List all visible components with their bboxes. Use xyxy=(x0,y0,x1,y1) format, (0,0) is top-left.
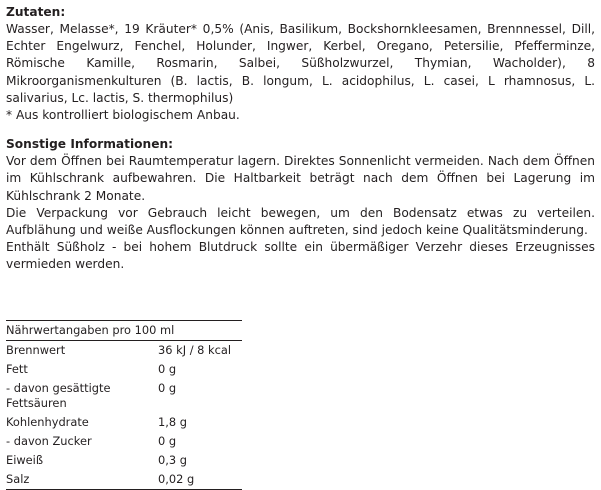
nutrition-row-label: - davon gesättigte Fettsäuren xyxy=(6,381,111,410)
table-row xyxy=(6,451,242,470)
table-row xyxy=(6,379,242,413)
nutrition-row-value: 0 g xyxy=(158,434,177,448)
ingredients-heading: Zutaten: xyxy=(6,5,66,19)
table-row xyxy=(6,470,242,490)
nutrition-table-header-row xyxy=(6,321,242,341)
nutrition-row-value: 36 kJ / 8 kcal xyxy=(158,343,232,357)
table-row xyxy=(6,432,242,451)
nutrition-row-label: Salz xyxy=(6,470,158,490)
additional-info-section xyxy=(6,136,595,273)
ingredients-footnote: * Aus kontrolliert biologischem Anbau. xyxy=(6,108,240,123)
nutrition-row-value: 1,8 g xyxy=(158,415,187,429)
section-spacer xyxy=(6,124,595,136)
additional-info-paragraph-3: Enthält Süßholz - bei hohem Blutdruck sollte ein übermäßiger Verzehr dieses Erzeugnisses vermieden werden. xyxy=(6,240,595,272)
additional-info-heading: Sonstige Informationen: xyxy=(6,137,174,152)
nutrition-table-wrapper xyxy=(6,320,242,490)
ingredients-text: Wasser, Melasse*, 19 Kräuter* 0,5% (Anis, Basilikum, Bockshornkleesamen, Brennnessel, Dill, Echter Engelwurz, Fenchel, Holunder, Ingwer, Kerbel, Oregano, Petersilie, Pfefferminze, Römische Kamille, Rosmarin, Salbei, Süßholzwurzel, Thymian, Wacholder), 8 Mikroorganismenkulturen (B. lactis, B. longum, L. acidophilus, L. casei, L rhamnosus, L. salivarius, Lc. lactis, S. thermophilus) xyxy=(6,22,595,105)
table-row xyxy=(6,341,242,361)
nutrition-row-label: Brennwert xyxy=(6,343,66,357)
nutrition-table xyxy=(6,320,242,490)
nutrition-row-value: 0,02 g xyxy=(158,470,242,490)
additional-info-paragraph-2: Die Verpackung vor Gebrauch leicht bewegen, um den Bodensatz etwas zu verteilen. Aufblähung und weiße Ausflockungen können auftreten, sind jedoch keine Qualitätsminderung. xyxy=(6,205,595,238)
additional-info-paragraph-1: Vor dem Öffnen bei Raumtemperatur lagern. Direktes Sonnenlicht vermeiden. Nach dem Öffnen im Kühlschrank aufbewahren. Die Haltbarkeit beträgt nach dem Öffnen bei Lagerung im Kühlschrank 2 Monate. xyxy=(6,154,595,203)
nutrition-table-header: Nährwertangaben pro 100 ml xyxy=(6,321,242,341)
nutrition-row-label: Eiweiß xyxy=(6,453,44,467)
nutrition-row-value: 0 g xyxy=(158,362,177,376)
ingredients-section xyxy=(6,4,595,124)
table-row xyxy=(6,413,242,432)
nutrition-row-label: Fett xyxy=(6,362,28,376)
nutrition-row-value: 0,3 g xyxy=(158,453,187,467)
nutrition-row-value: 0 g xyxy=(158,381,177,395)
nutrition-row-label: - davon Zucker xyxy=(6,434,92,448)
table-row xyxy=(6,360,242,379)
nutrition-row-label: Kohlenhydrate xyxy=(6,415,89,429)
